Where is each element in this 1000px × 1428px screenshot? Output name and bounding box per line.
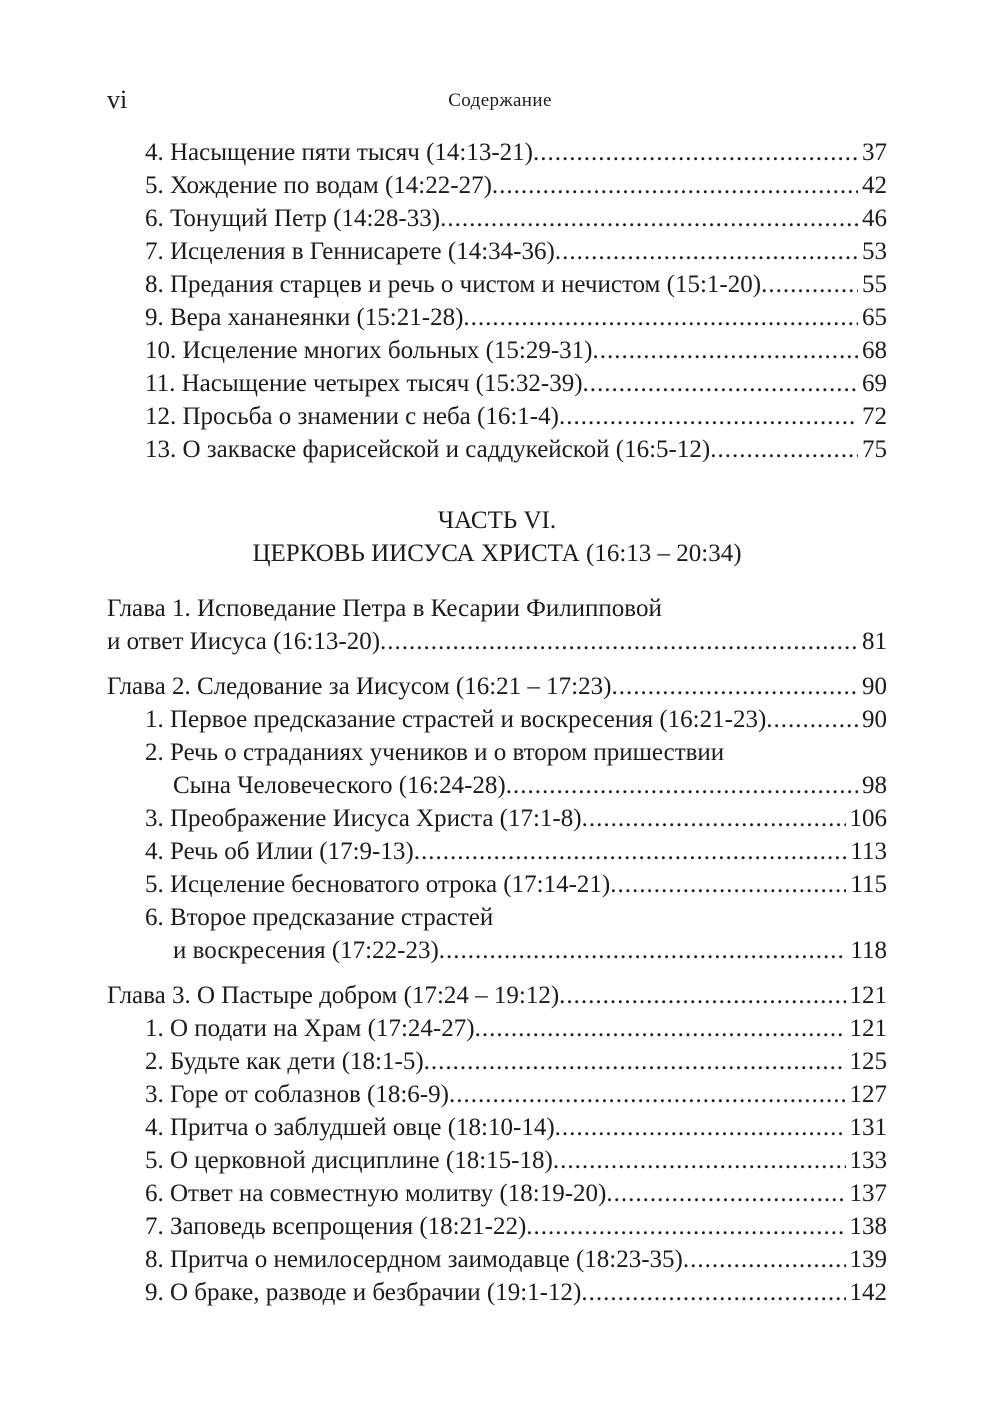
toc-entry-page: 118 — [850, 937, 887, 964]
toc-entry[interactable] — [107, 835, 887, 868]
dot-leader — [593, 334, 859, 367]
dot-leader — [610, 868, 846, 901]
toc-entry-page: 125 — [849, 1048, 887, 1075]
toc-entry[interactable] — [107, 1012, 887, 1045]
toc-entry[interactable] — [107, 802, 887, 835]
toc-entry-page: 133 — [849, 1147, 887, 1174]
toc-entry-page: 72 — [862, 403, 887, 430]
dot-leader — [449, 1078, 846, 1111]
dot-leader — [380, 625, 858, 658]
running-title: Содержание — [448, 90, 552, 111]
toc-entry-title: и воскресения (17:22-23) — [173, 937, 439, 964]
toc-entry-page: 46 — [862, 205, 887, 232]
toc-entry-title: 6. Ответ на совместную молитву (18:19-20) — [145, 1180, 607, 1207]
toc-entry[interactable] — [107, 703, 887, 736]
toc-entry-title: 12. Просьба о знамении с неба (16:1-4) — [145, 403, 559, 430]
toc-entry-page: 142 — [849, 1279, 887, 1306]
toc-entry-title: 3. Горе от соблазнов (18:6-9) — [145, 1081, 449, 1108]
toc-entry-page: 90 — [862, 706, 887, 733]
toc-entry-title: 10. Исцеление многих больных (15:29-31) — [145, 337, 593, 364]
toc-entry-page: 90 — [862, 673, 887, 700]
toc-entry-title: Глава 2. Следование за Иисусом (16:21 – 17:23) — [107, 673, 612, 700]
dot-leader — [555, 1111, 846, 1144]
toc-entry[interactable] — [107, 202, 887, 235]
dot-leader — [611, 670, 858, 703]
dot-leader — [606, 1177, 845, 1210]
toc-entry[interactable] — [107, 934, 887, 967]
toc-entry-title: Сына Человеческого (16:24-28) — [173, 772, 506, 799]
dot-leader — [439, 934, 847, 967]
dot-leader — [553, 1144, 846, 1177]
dot-leader — [555, 235, 858, 268]
toc-entry-title: 2. Будьте как дети (18:1-5) — [145, 1048, 424, 1075]
dot-leader — [766, 703, 858, 736]
toc-entry-page: 37 — [862, 139, 887, 166]
toc-entry-page: 137 — [849, 1180, 887, 1207]
table-of-contents — [107, 136, 887, 1309]
toc-entry[interactable] — [107, 1045, 887, 1078]
toc-entry-page: 42 — [862, 172, 887, 199]
toc-entry[interactable] — [107, 334, 887, 367]
toc-entry-page: 75 — [862, 436, 887, 463]
toc-entry-page: 55 — [862, 271, 887, 298]
toc-entry[interactable] — [107, 169, 887, 202]
dot-leader — [761, 268, 858, 301]
toc-entry-title: 8. Предания старцев и речь о чистом и нечистом (15:1-20) — [145, 271, 762, 298]
toc-entry-title: 11. Насыщение четырех тысяч (15:32-39) — [145, 370, 583, 397]
dot-leader — [463, 301, 858, 334]
toc-entry-title: 5. Хождение по водам (14:22-27) — [145, 172, 492, 199]
toc-entry-title: 5. О церковной дисциплине (18:15-18) — [145, 1147, 553, 1174]
toc-entry[interactable] — [107, 1210, 887, 1243]
chapter-title[interactable]: Глава 1. Исповедание Петра в Кесарии Филипповой — [107, 595, 662, 622]
toc-entry-page: 138 — [849, 1213, 887, 1240]
toc-entry-title: 7. Заповедь всепрощения (18:21-22) — [145, 1213, 527, 1240]
chapter-title[interactable] — [107, 670, 887, 703]
toc-entry-title: 13. О закваске фарисейской и саддукейской (16:5-12) — [145, 436, 711, 463]
toc-entry-title: 1. Первое предсказание страстей и воскресения (16:21-23) — [145, 706, 767, 733]
toc-entry[interactable] — [107, 868, 887, 901]
toc-entry[interactable] — [107, 268, 887, 301]
toc-entry-title: 8. Притча о немилосердном заимодавце (18:23-35) — [145, 1246, 683, 1273]
dot-leader — [559, 979, 845, 1012]
toc-entry-page: 121 — [849, 982, 887, 1009]
toc-entry[interactable] — [107, 235, 887, 268]
dot-leader — [492, 169, 858, 202]
toc-entry[interactable] — [107, 1276, 887, 1309]
toc-entry-title: 3. Преображение Иисуса Христа (17:1-8) — [145, 805, 582, 832]
toc-entry-title: 5. Исцеление бесноватого отрока (17:14-21) — [145, 871, 611, 898]
toc-entry[interactable] — [107, 1177, 887, 1210]
toc-entry[interactable] — [107, 400, 887, 433]
dot-leader — [582, 802, 846, 835]
toc-entry-title: 7. Исцеления в Геннисарете (14:34-36) — [145, 238, 555, 265]
toc-entry-page: 121 — [849, 1015, 887, 1042]
toc-entry-title: Глава 3. О Пастыре добром (17:24 – 19:12) — [107, 982, 560, 1009]
toc-entry[interactable] — [107, 625, 887, 658]
dot-leader — [440, 202, 858, 235]
part-subtitle: ЦЕРКОВЬ ИИСУСА ХРИСТА (16:13 – 20:34) — [252, 540, 742, 567]
dot-leader — [533, 136, 858, 169]
dot-leader — [559, 400, 858, 433]
chapter-title[interactable] — [107, 979, 887, 1012]
toc-entry-title: и ответ Иисуса (16:13-20) — [107, 628, 381, 655]
toc-entry[interactable] — [107, 301, 887, 334]
toc-entry-title: 9. О браке, разводе и безбрачии (19:1-12) — [145, 1279, 582, 1306]
toc-entry-title: 9. Вера хананеянки (15:21-28) — [145, 304, 464, 331]
toc-entry[interactable] — [107, 433, 887, 466]
toc-entry[interactable] — [107, 769, 887, 802]
toc-entry-page: 131 — [849, 1114, 887, 1141]
toc-entry-page: 65 — [862, 304, 887, 331]
dot-leader — [506, 769, 858, 802]
dot-leader — [414, 835, 847, 868]
toc-entry-page: 69 — [862, 370, 887, 397]
toc-entry-page: 113 — [850, 838, 887, 865]
toc-entry-page: 81 — [862, 628, 887, 655]
toc-entry[interactable] — [107, 1078, 887, 1111]
toc-entry-page: 106 — [849, 805, 887, 832]
toc-entry[interactable] — [107, 1111, 887, 1144]
toc-entry-page: 98 — [862, 772, 887, 799]
toc-entry-page: 127 — [849, 1081, 887, 1108]
toc-entry-page: 53 — [862, 238, 887, 265]
toc-entry-title: 4. Речь об Илии (17:9-13) — [145, 838, 414, 865]
part-title: ЧАСТЬ VI. — [437, 507, 557, 534]
dot-leader — [710, 433, 858, 466]
toc-entry[interactable] — [107, 1144, 887, 1177]
dot-leader — [424, 1045, 846, 1078]
toc-entry[interactable] — [107, 1243, 887, 1276]
dot-leader — [583, 367, 858, 400]
toc-entry-title: 6. Тонущий Петр (14:28-33) — [145, 205, 441, 232]
toc-entry-page: 115 — [850, 871, 887, 898]
dot-leader — [475, 1012, 846, 1045]
toc-entry-line[interactable]: 6. Второе предсказание страстей — [145, 904, 494, 931]
toc-entry-title: 1. О подати на Храм (17:24-27) — [145, 1015, 475, 1042]
toc-entry-title: 4. Притча о заблудшей овце (18:10-14) — [145, 1114, 555, 1141]
dot-leader — [526, 1210, 845, 1243]
toc-entry-page: 139 — [849, 1246, 887, 1273]
dot-leader — [581, 1276, 845, 1309]
toc-entry[interactable] — [107, 136, 887, 169]
toc-entry-title: 4. Насыщение пяти тысяч (14:13-21) — [145, 139, 533, 166]
dot-leader — [683, 1243, 846, 1276]
toc-entry[interactable] — [107, 367, 887, 400]
toc-entry-line[interactable]: 2. Речь о страданиях учеников и о втором пришествии — [145, 739, 725, 766]
toc-entry-page: 68 — [862, 337, 887, 364]
page-number: vi — [107, 85, 128, 114]
